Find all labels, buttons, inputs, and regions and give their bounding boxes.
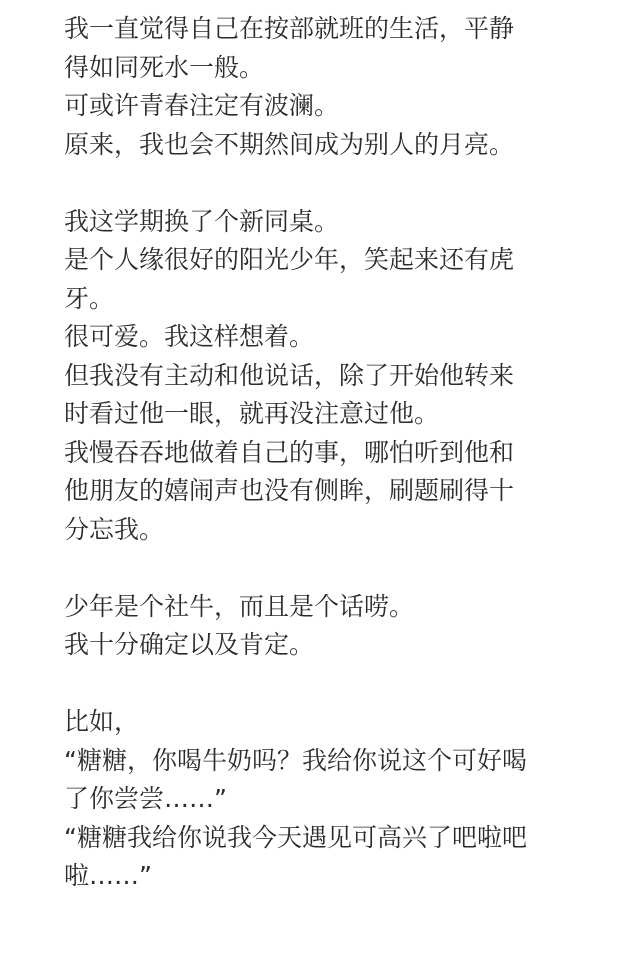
text-line: “糖糖我给你说我今天遇见可高兴了吧啦吧	[64, 822, 527, 852]
paragraph	[64, 588, 604, 665]
text-line: 少年是个社牛，而且是个话唠。	[64, 591, 415, 621]
article-body	[64, 10, 604, 896]
text-line: 我一直觉得自己在按部就班的生活，平静	[64, 14, 515, 43]
text-line: 是个人缘很好的阳光少年，笑起来还有虎	[64, 245, 515, 274]
text-line: 我这学期换了个新同桌。	[64, 206, 340, 236]
text-line: 他朋友的嬉闹声也没有侧眸，刷题刷得十	[64, 476, 515, 505]
paragraph	[64, 10, 604, 164]
text-line: 得如同死水一般。	[64, 52, 265, 82]
text-line: 时看过他一眼，就再没注意过他。	[64, 399, 440, 428]
text-line: 分忘我。	[64, 514, 165, 544]
text-line: 原来，我也会不期然间成为别人的月亮。	[64, 129, 515, 159]
text-line: 我十分确定以及肯定。	[64, 630, 315, 659]
text-line: 了你尝尝……”	[64, 784, 227, 813]
paragraph	[64, 703, 604, 896]
bottom-crop-edge	[0, 946, 640, 956]
text-line: 很可爱。我这样想着。	[64, 322, 315, 351]
text-line: 牙。	[64, 283, 115, 313]
text-line: “糖糖，你喝牛奶吗？我给你说这个可好喝	[64, 745, 527, 775]
text-line: 比如，	[64, 707, 140, 736]
text-line: 我慢吞吞地做着自己的事，哪怕听到他和	[64, 437, 515, 467]
text-line: 但我没有主动和他说话，除了开始他转来	[64, 360, 515, 390]
paragraph	[64, 203, 604, 550]
text-line: 可或许青春注定有波澜。	[64, 91, 340, 120]
text-line: 啦……”	[64, 861, 152, 890]
